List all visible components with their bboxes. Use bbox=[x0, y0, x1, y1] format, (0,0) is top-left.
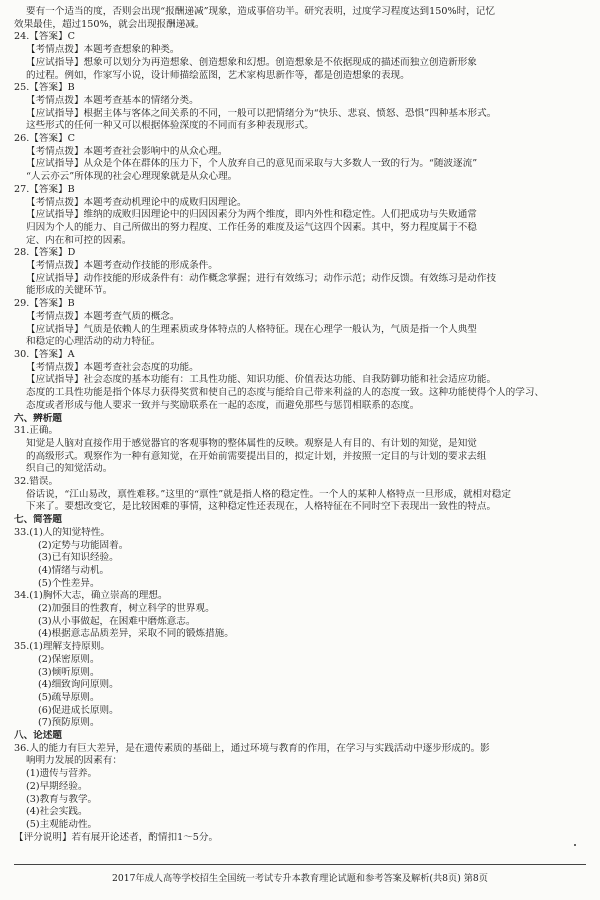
text-line: 定、内在和可控的因素。 bbox=[26, 234, 132, 246]
text-line: 响明力发展的因素有： bbox=[26, 755, 122, 767]
text-line: (4)细致询问原则。 bbox=[38, 679, 119, 691]
text-line: 33.(1)人的知觉特性。 bbox=[14, 526, 111, 538]
text-line: (7)预防原则。 bbox=[38, 717, 100, 729]
text-line: 【考情点拨】本题考查气质的概念。 bbox=[26, 310, 180, 322]
text-line: 【应试指导】根据主体与客体之间关系的不同，一般可以把情绪分为“快乐、悲哀、愤怒、恐惧”四种基本形式。 bbox=[26, 107, 497, 119]
text-line: 和稳定的心理活动的动力特征。 bbox=[26, 336, 161, 348]
text-line: (4)情绪与动机。 bbox=[38, 564, 110, 576]
text-line: (5)个性差异。 bbox=[38, 577, 100, 589]
text-line: 25.【答案】B bbox=[14, 82, 75, 94]
text-line: 【应试指导】从众是个体在群体的压力下，个人放弃自己的意见而采取与大多数人一致的行为。“随波逐流” bbox=[26, 158, 478, 170]
text-line: 态度的工具性功能是指个体尽力获得奖赏和使自己的态度与能给自己带来利益的人的态度一致。这种功能使得个人的学习、 bbox=[26, 387, 545, 399]
answer-content bbox=[14, 6, 586, 844]
text-line: 【应试指导】气质是依赖人的生理素质或身体特点的人格特征。现在心理学一般认为，气质是指一个人典型 bbox=[26, 323, 477, 335]
page-mark bbox=[574, 844, 576, 846]
section-heading: 八、论述题 bbox=[14, 730, 62, 742]
text-line: 下来了。要想改变它，是比较困难的事情，这种稳定性还表现在，人格特征在不同时空下表现出一致性的特点。 bbox=[26, 501, 497, 513]
text-line: 27.【答案】B bbox=[14, 183, 75, 195]
text-line: (4)根据意志品质差异，采取不同的锻炼措施。 bbox=[38, 628, 234, 640]
text-line: 这些形式的任何一种又可以根据体验深度的不同而有多种表现形式。 bbox=[26, 120, 314, 132]
text-line: 要有一个适当的度，否则会出现“报酬递减”现象，造成事倍功半。研究表明，过度学习程度达到150%时，记忆 bbox=[26, 6, 495, 17]
text-line: 36.人的能力有巨大差异，是在遗传素质的基础上，通过环境与教育的作用，在学习与实践活动中逐步形成的。影 bbox=[14, 742, 490, 754]
text-line: 35.(1)理解支持原则。 bbox=[14, 641, 111, 653]
text-line: 【应试指导】维纳的成败归因理论中的归因因素分为两个维度，即内外性和稳定性。人们把成功与失败通常 bbox=[26, 209, 477, 221]
page-footer: 2017年成人高等学校招生全国统一考试专升本教育理论试题和参考答案及解析(共8页) 第8页 bbox=[14, 864, 586, 884]
text-line: (3)教育与教学。 bbox=[26, 793, 98, 805]
text-line: (2)早期经验。 bbox=[26, 780, 88, 792]
text-line: 俗话说，“江山易改，禀性难移。”这里的“禀性”就是指人格的稳定性。一个人的某种人格特点一旦形成，就相对稳定 bbox=[26, 488, 511, 500]
text-line: (2)保密原则。 bbox=[38, 653, 100, 665]
document-page bbox=[14, 6, 586, 890]
text-line: 【评分说明】若有展开论述者，酌情扣1～5分。 bbox=[14, 831, 219, 843]
text-line: 知觉是人脑对直接作用于感觉器官的客观事物的整体属性的反映。观察是人有目的、有计划的知觉，是知觉 bbox=[26, 437, 477, 449]
text-line: 24.【答案】C bbox=[14, 31, 75, 43]
text-line: 织自己的知觉活动。 bbox=[26, 463, 113, 475]
text-line: 26.【答案】C bbox=[14, 133, 75, 145]
text-line: “人云亦云”所体现的社会心理现象就是从众心理。 bbox=[26, 171, 238, 183]
text-line: (5)主观能动性。 bbox=[26, 819, 98, 830]
text-line: 效果最佳，超过150%，就会出现报酬递减。 bbox=[14, 18, 205, 30]
section-heading: 六、辨析题 bbox=[14, 412, 62, 424]
text-line: 32.错误。 bbox=[14, 476, 59, 488]
text-line: (3)从小事做起，在困难中磨炼意志。 bbox=[38, 615, 196, 627]
text-line: (1)遗传与营养。 bbox=[26, 768, 98, 780]
text-line: 30.【答案】A bbox=[14, 348, 75, 360]
text-line: 31.正确。 bbox=[14, 425, 59, 437]
text-line: 28.【答案】D bbox=[14, 247, 76, 259]
text-line: (6)促进成长原则。 bbox=[38, 704, 119, 716]
text-line: 【应试指导】社会态度的基本功能有：工具性功能、知识功能、价值表达功能、自我防御功能和社会适应功能。 bbox=[26, 374, 497, 386]
text-line: 【考情点拨】本题考查基本的情绪分类。 bbox=[26, 94, 199, 106]
section-heading: 七、简答题 bbox=[14, 514, 62, 526]
text-line: 【考情点拨】本题考查社会影响中的从众心理。 bbox=[26, 145, 228, 157]
text-line: (4)社会实践。 bbox=[26, 806, 88, 818]
text-line: 态度或者形成与他人要求一致并与奖励联系在一起的态度，而避免那些与惩罚相联系的态度。 bbox=[26, 399, 420, 411]
text-line: 能形成的关键环节。 bbox=[26, 285, 113, 297]
text-line: 【考情点拨】本题考查社会态度的功能。 bbox=[26, 361, 199, 373]
text-line: (2)加强目的性教育，树立科学的世界观。 bbox=[38, 603, 215, 615]
text-line: 归因为个人的能力、自己所做出的努力程度、工作任务的难度及运气这四个因素。其中，努力程度属于不稳 bbox=[26, 221, 477, 233]
text-line: 的过程。例如，作家写小说，设计师描绘蓝图，艺术家构思新作等，都是创造想象的表现。 bbox=[26, 69, 410, 81]
text-line: 【应试指导】动作技能的形成条件有：动作概念掌握；进行有效练习；动作示范；动作反馈。有效练习是动作技 bbox=[26, 272, 497, 284]
text-line: 的高级形式。观察作为一种有意知觉，在开始前需要提出目的，拟定计划，并按照一定目的与计划的要求去组 bbox=[26, 450, 487, 462]
text-line: (2)定势与功能固着。 bbox=[38, 539, 129, 551]
text-line: 【应试指导】想象可以划分为再造想象、创造想象和幻想。创造想象是不依据现成的描述而独立创造新形象 bbox=[26, 56, 477, 68]
text-line: 29.【答案】B bbox=[14, 298, 75, 310]
text-line: (5)疏导原则。 bbox=[38, 691, 100, 703]
text-line: 【考情点拨】本题考查想象的种类。 bbox=[26, 44, 180, 56]
text-line: (3)已有知识经验。 bbox=[38, 552, 119, 564]
text-line: (3)倾听原则。 bbox=[38, 666, 100, 678]
text-line: 【考情点拨】本题考查动机理论中的成败归因理论。 bbox=[26, 196, 247, 208]
text-line: 【考情点拨】本题考查动作技能的形成条件。 bbox=[26, 260, 218, 272]
text-line: 34.(1)胸怀大志，确立崇高的理想。 bbox=[14, 590, 168, 602]
